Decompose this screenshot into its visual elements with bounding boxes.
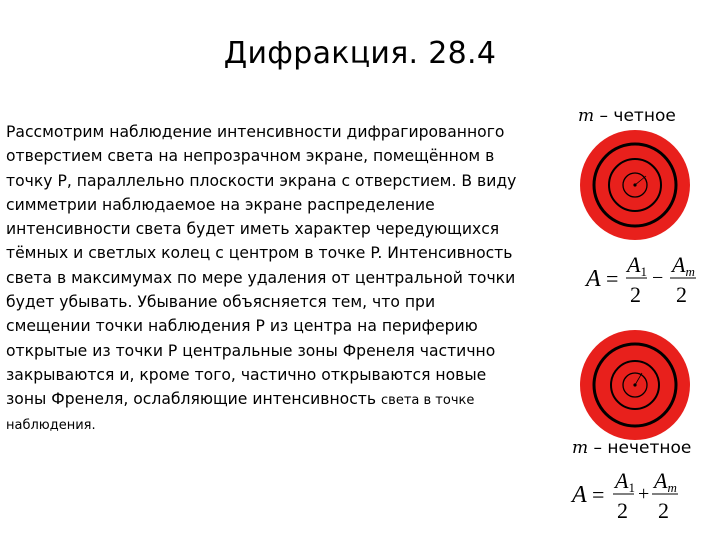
term2-numerator: Am — [654, 470, 677, 495]
term1-numerator: A1 — [627, 252, 647, 279]
body-line-13: наблюдения. — [6, 417, 96, 433]
body-line-12 — [6, 387, 574, 413]
odd-amplitude-formula — [570, 470, 700, 532]
term2-numerator: Am — [672, 252, 695, 279]
body-line: отверстием света на непрозрачном экране, помещённом в — [6, 147, 495, 166]
formula-operator: − — [652, 267, 664, 289]
even-amplitude-formula — [584, 250, 714, 312]
term2-denominator: 2 — [658, 498, 669, 523]
formula-lhs: A — [586, 266, 601, 292]
term1-numerator: A1 — [615, 470, 635, 495]
page-title: Дифракция. 28.4 — [223, 36, 497, 71]
body-line: открытые из точки P центральные зоны Френеля частично — [6, 341, 496, 360]
body-paragraph — [6, 120, 574, 438]
term2-denominator: 2 — [676, 282, 687, 307]
formula-eq: = — [606, 266, 619, 291]
m-symbol: m — [578, 106, 595, 126]
formula-lhs: A — [572, 482, 587, 508]
body-line-12-small: света в точке — [381, 393, 475, 409]
body-line: света в максимумах по мере удаления от центральной точки — [6, 268, 516, 287]
m-symbol: m — [572, 438, 589, 458]
odd-case-label — [572, 438, 691, 458]
body-line: закрываются и, кроме того, частично открываются новые — [6, 365, 487, 384]
term1-denominator: 2 — [630, 282, 641, 307]
body-line: точку P, параллельно плоскости экрана с отверстием. В виду — [6, 171, 517, 190]
even-fresnel-pattern — [580, 130, 690, 240]
formula-eq: = — [592, 482, 605, 507]
body-line: будет убывать. Убывание объясняется тем, что при — [6, 293, 436, 312]
center-point — [633, 183, 636, 186]
body-line: Рассмотрим наблюдение интенсивности дифрагированного — [6, 123, 505, 141]
even-case-text: – четное — [594, 106, 676, 126]
odd-fresnel-pattern — [580, 330, 690, 440]
term1-denominator: 2 — [617, 498, 628, 523]
formula-operator: + — [638, 483, 650, 505]
odd-case-text: – нечетное — [588, 438, 692, 458]
body-line: тёмных и светлых колец с центром в точке P. Интенсивность — [6, 244, 513, 263]
body-line: смещении точки наблюдения P из центра на периферию — [6, 317, 478, 336]
body-line-12-main: зоны Френеля, ослабляющие интенсивность — [6, 390, 382, 409]
body-line: интенсивности света будет иметь характер чередующихся — [6, 220, 500, 239]
body-line: симметрии наблюдаемое на экране распределение — [6, 195, 435, 214]
even-case-label — [578, 106, 676, 126]
center-point — [633, 383, 636, 386]
